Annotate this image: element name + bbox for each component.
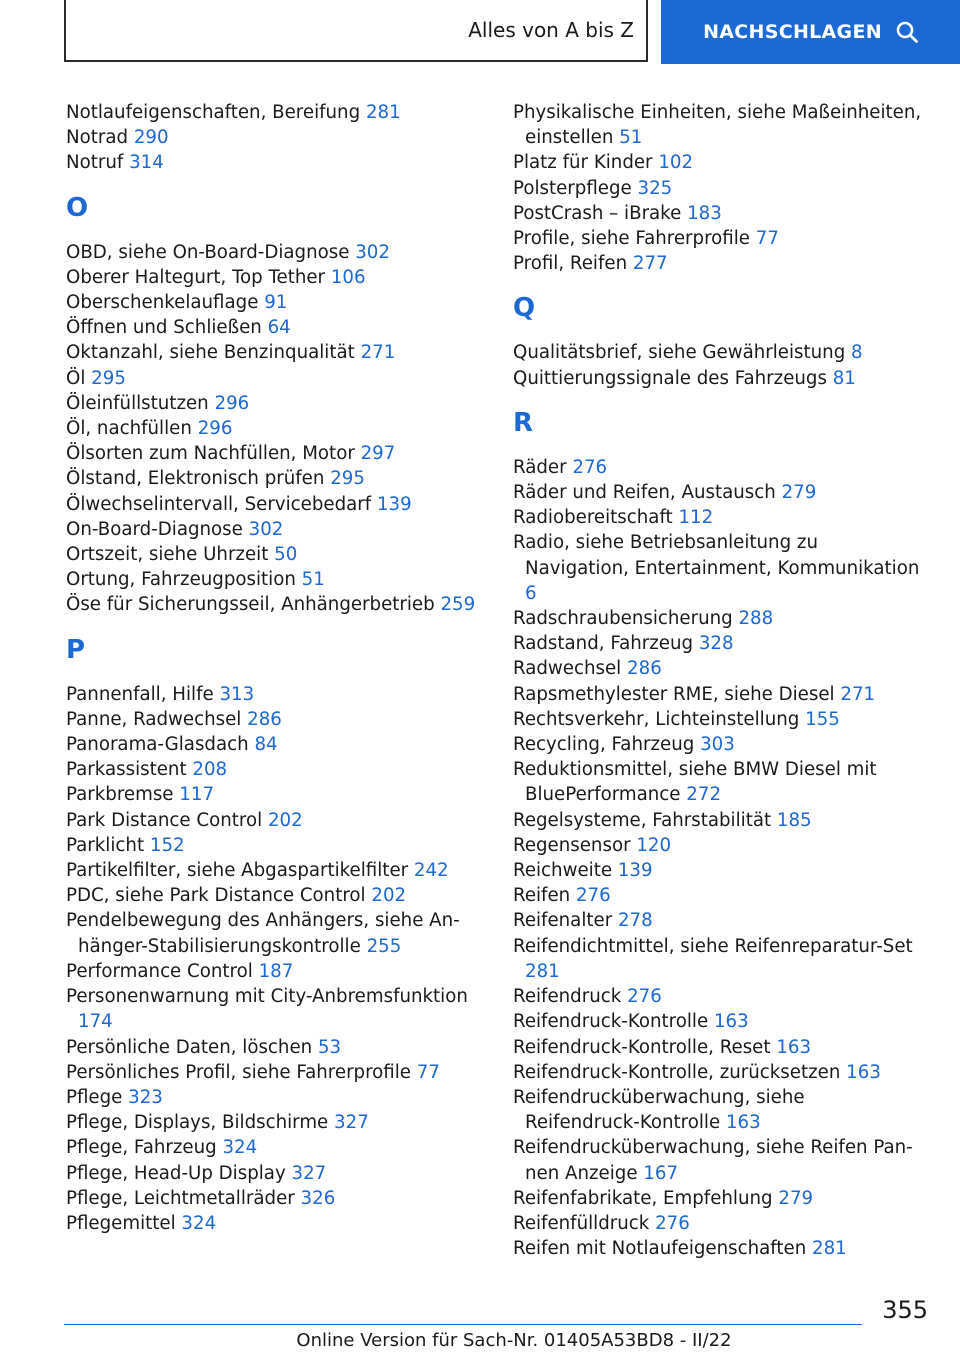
index-entry-term: Radio, siehe Betriebsanleitung zu Navigation, Entertainment, Kommunikation [513,532,920,579]
index-letter-heading: Q [513,293,536,324]
index-entry [66,340,486,365]
index-entry-page-link[interactable]: 51 [301,569,325,591]
index-letter-heading: R [513,407,534,438]
index-entry [66,808,486,833]
index-entry [66,782,486,807]
index-entry-term: Parkbremse [66,784,174,806]
index-entry [513,883,923,908]
index-entry-term: Rechtsverkehr, Lichteinstellung [513,708,800,730]
index-entry-page-link[interactable]: 185 [776,809,812,831]
index-entry-page-link[interactable]: 327 [291,1162,327,1184]
index-entry-page-link[interactable]: 77 [755,228,779,250]
index-entry [66,492,486,517]
index-entry [66,366,486,391]
index-entry-term: PDC, siehe Park Distance Control [66,885,366,907]
index-entry-page-link[interactable]: 324 [222,1137,258,1159]
index-entry-page-link[interactable]: 6 [525,582,537,604]
index-entry-term: Pflege, Leichtmetallräder [66,1187,295,1209]
index-entry-page-link[interactable]: 326 [300,1187,336,1209]
index-entry-term: Ölwechselintervall, Servicebedarf [66,493,372,515]
index-entry-page-link[interactable]: 50 [274,544,298,566]
index-entry-term: Regensensor [513,834,631,856]
index-entry-page-link[interactable]: 163 [776,1036,812,1058]
index-entry-term: Räder [513,456,567,478]
index-entry [66,240,486,265]
index-entry [66,1060,486,1085]
index-entry [66,441,486,466]
index-entry [513,656,923,681]
index-entry-term: Ölsorten zum Nachfüllen, Motor [66,443,355,465]
index-entry-page-link[interactable]: 296 [214,392,250,414]
index-entry [66,757,486,782]
index-entry-term: Reifendruck-Kontrolle, zurücksetzen [513,1061,841,1083]
nachschlagen-tab-label: NACHSCHLAGEN [703,21,882,43]
index-entry-page-link[interactable]: 281 [365,102,401,123]
index-entry-term: Radiobereitschaft [513,507,673,529]
index-entry-page-link[interactable]: 302 [248,518,284,540]
index-entry-term: Radstand, Fahrzeug [513,633,694,655]
index-entry [513,808,923,833]
index-entry [513,480,923,505]
index-entry-term: Persönliches Profil, siehe Fahrerprofile [66,1061,411,1083]
index-entry [66,416,486,441]
index-entry-term: Park Distance Control [66,809,263,831]
index-entry-term: Radwechsel [513,658,622,680]
index-entry-term: Qualitätsbrief, siehe Gewährleistung [513,342,846,364]
index-entry-term: Ölstand, Elektronisch prüfen [66,468,325,490]
index-entry-page-link[interactable]: 271 [360,342,396,364]
index-entry-term: Pflege, Head-Up Display [66,1162,286,1184]
index-entry [513,934,923,984]
index-entry-term: Panne, Radwechsel [66,708,242,730]
index-entry-page-link[interactable]: 313 [219,683,255,705]
index-entry-term: OBD, siehe On-Board-Diagnose [66,241,350,263]
index-entry-term: Ortszeit, siehe Uhrzeit [66,544,269,566]
index-entry-page-link[interactable]: 271 [840,683,876,705]
index-entry-term: Personenwarnung mit City-Anbremsfunktion [66,986,468,1008]
index-entry-page-link[interactable]: 77 [416,1061,440,1083]
index-entry-term: Reifendruck-Kontrolle, Reset [513,1036,771,1058]
index-entry-term: Reduktionsmittel, siehe BMW Diesel mit BluePerformance [513,759,877,806]
index-entry-term: Notlaufeigenschaften, Bereifung [66,102,361,123]
index-entry [66,883,486,908]
index-entry-page-link[interactable]: 276 [655,1212,690,1234]
index-entry [513,366,923,391]
index-entry-term: Parkassistent [66,759,187,781]
index-entry-page-link[interactable]: 64 [267,317,291,339]
index-entry-page-link[interactable]: 255 [366,935,402,957]
index-entry [66,150,486,175]
index-entry [66,682,486,707]
index-entry-term: Platz für Kinder [513,152,653,174]
index-entry-term: Oktanzahl, siehe Benzinqualität [66,342,355,364]
index-entry-term: Partikelfilter, siehe Abgaspartikelfilter [66,860,409,882]
index-entry-term: Pflege, Fahrzeug [66,1137,217,1159]
index-entry [66,833,486,858]
index-entry [513,858,923,883]
index-entry-term: Reifenfülldruck [513,1212,650,1234]
index-entry-term: Pendelbewegung des Anhängers, siehe Anhänger-Stabilisierungskontrolle [66,910,460,957]
index-entry [513,984,923,1009]
index-entry-page-link[interactable]: 152 [149,834,185,856]
index-entry [513,1236,923,1261]
index-entry [66,984,486,1034]
index-entry-page-link[interactable]: 314 [129,152,164,174]
index-entry [66,732,486,757]
index-entry [66,315,486,340]
index-entry-page-link[interactable]: 112 [678,507,714,529]
index-entry-page-link[interactable]: 139 [376,493,412,515]
index-entry-page-link[interactable]: 187 [258,960,294,982]
index-entry-page-link[interactable]: 272 [686,784,722,806]
index-entry [66,1211,486,1236]
index-entry-term: Oberer Haltegurt, Top Tether [66,266,326,288]
index-entry-term: Reifenalter [513,910,613,932]
index-entry-term: Physikalische Einheiten, siehe Maßeinheiten, einstellen [513,102,922,149]
index-entry-page-link[interactable]: 163 [725,1112,761,1134]
index-entry-term: Profile, siehe Fahrerprofile [513,228,750,250]
index-entry-page-link[interactable]: 202 [371,885,407,907]
index-entry-page-link[interactable]: 324 [181,1212,217,1234]
index-entry-term: Pflegemittel [66,1212,176,1234]
index-entry-page-link[interactable]: 259 [440,594,476,616]
index-entry-page-link[interactable]: 117 [179,784,215,806]
index-entry-page-link[interactable]: 8 [851,342,863,364]
index-entry-term: Quittierungssignale des Fahrzeugs [513,367,827,389]
search-icon [896,21,918,43]
index-entry-page-link[interactable]: 276 [627,986,662,1008]
index-entry-term: Oberschenkelauflage [66,292,259,314]
index-entry-term: Rapsmethylester RME, siehe Diesel [513,683,835,705]
index-column-right [513,100,923,1261]
index-entry-page-link[interactable]: 53 [317,1036,342,1058]
index-entry-term: Polsterpflege [513,177,632,199]
index-entry-page-link[interactable]: 286 [247,708,282,730]
index-entry-page-link[interactable]: 323 [128,1086,163,1108]
section-title-tab [64,0,648,62]
index-entry-term: Notrad [66,127,129,149]
index-entry-page-link[interactable]: 91 [264,292,288,314]
index-entry-term: Reifenfabrikate, Empfehlung [513,1187,773,1209]
index-entry-term: Profil, Reifen [513,253,628,275]
index-entry-term: Pflege, Displays, Bildschirme [66,1112,329,1134]
index-entry-page-link[interactable]: 290 [133,127,169,149]
index-entry [513,732,923,757]
index-entry-term: Räder und Reifen, Austausch [513,482,776,504]
index-entry-term: Recycling, Fahrzeug [513,734,695,756]
index-entry [66,1085,486,1110]
index-entry [66,858,486,883]
index-entry-page-link[interactable]: 303 [700,734,735,756]
index-entry-term: Öl, nachfüllen [66,418,192,440]
index-entry-page-link[interactable]: 279 [778,1187,814,1209]
index-entry [66,1035,486,1060]
index-entry-page-link[interactable]: 51 [619,127,643,149]
index-entry-term: Reifen mit Notlaufeigenschaften [513,1238,807,1260]
index-entry-page-link[interactable]: 286 [627,658,662,680]
index-entry [513,226,923,251]
index-letter-heading: P [66,634,86,665]
index-entry-term: Öffnen und Schließen [66,317,262,339]
index-entry [513,707,923,732]
index-column-left [66,100,486,1236]
index-letter-heading: O [66,192,89,223]
index-entry [513,1186,923,1211]
index-entry [66,908,486,958]
index-entry [66,1161,486,1186]
index-entry [66,542,486,567]
index-entry-term: Reifendruck [513,986,622,1008]
index-entry-page-link[interactable]: 120 [636,834,672,856]
index-entry [66,290,486,315]
index-entry [66,567,486,592]
index-entry-term: On-Board-Diagnose [66,518,243,540]
index-entry-page-link[interactable]: 242 [413,860,449,882]
index-entry-page-link[interactable]: 183 [687,202,722,224]
index-entry-term: Öl [66,367,86,389]
index-entry [513,1085,923,1135]
nachschlagen-tab[interactable] [661,0,960,64]
index-entry [513,505,923,530]
index-entry [513,682,923,707]
index-entry [66,592,486,617]
index-entry-term: Persönliche Daten, löschen [66,1036,313,1058]
index-entry [513,1211,923,1236]
index-entry [66,265,486,290]
index-entry-page-link[interactable]: 174 [78,1011,113,1033]
index-entry-page-link[interactable]: 81 [832,367,856,389]
index-entry-term: Reifendichtmittel, siehe Reifenreparatur-Set [513,935,913,957]
index-entry-term: Notruf [66,152,124,174]
index-entry-page-link[interactable]: 84 [254,734,278,756]
index-entry [513,606,923,631]
index-entry-page-link[interactable]: 325 [637,177,673,199]
index-entry-term: Panorama-Glasdach [66,734,249,756]
index-entry-term: Radschraubensicherung [513,608,733,630]
index-entry [513,631,923,656]
index-entry [66,1186,486,1211]
index-entry-term: Regelsysteme, Fahrstabilität [513,809,772,831]
index-entry [513,833,923,858]
index-entry [513,1035,923,1060]
index-entry [66,707,486,732]
index-entry [66,959,486,984]
index-entry-page-link[interactable]: 327 [334,1112,369,1134]
index-entry-page-link[interactable]: 202 [267,809,303,831]
index-entry [66,466,486,491]
index-entry-page-link[interactable]: 288 [738,608,774,630]
index-entry-term: Reifendruck-Kontrolle [513,1011,709,1033]
index-entry-term: PostCrash – iBrake [513,202,682,224]
index-entry-page-link[interactable]: 163 [846,1061,881,1083]
index-entry [66,1135,486,1160]
index-entry-page-link[interactable]: 276 [572,456,608,478]
index-entry [513,1009,923,1034]
index-entry-term: Öleinfüllstutzen [66,392,209,414]
index-entry-page-link[interactable]: 155 [805,708,840,730]
index-entry-term: Pannenfall, Hilfe [66,683,214,705]
index-entry [513,150,923,175]
index-entry [66,100,486,125]
index-entry-page-link[interactable]: 302 [355,241,390,263]
index-entry [513,455,923,480]
footer-edition: Online Version für Sach-Nr. 01405A53BD8 - II/22 [296,1330,732,1351]
index-entry [513,201,923,226]
index-entry-page-link[interactable]: 102 [658,152,694,174]
index-entry [513,908,923,933]
index-entry [513,100,923,150]
index-entry [66,125,486,150]
index-entry-page-link[interactable]: 163 [713,1011,749,1033]
index-entry [66,391,486,416]
index-entry-term: Reifendrucküberwachung, siehe Reifen Pannen Anzeige [513,1137,913,1184]
index-entry-page-link[interactable]: 278 [617,910,653,932]
index-entry-page-link[interactable]: 328 [698,633,734,655]
index-entry [513,251,923,276]
index-entry-term: Reifen [513,885,571,907]
index-entry [513,1135,923,1185]
index-entry [513,340,923,365]
index-entry-page-link[interactable]: 106 [330,266,366,288]
index-entry-page-link[interactable]: 279 [781,482,817,504]
index-entry-term: Performance Control [66,960,253,982]
index-entry [513,757,923,807]
index-entry-page-link[interactable]: 281 [812,1238,847,1260]
index-entry-page-link[interactable]: 139 [617,860,653,882]
index-entry-term: Öse für Sicherungsseil, Anhängerbetrieb [66,594,435,616]
index-entry-page-link[interactable]: 281 [525,960,560,982]
section-title: Alles von A bis Z [468,18,634,42]
index-entry-term: Reichweite [513,860,613,882]
index-entry [513,176,923,201]
index-entry-page-link[interactable]: 208 [192,759,228,781]
index-entry [66,1110,486,1135]
index-entry-term: Reifendrucküberwachung, siehe Reifendruck-Kontrolle [513,1086,805,1134]
index-entry-page-link[interactable]: 296 [197,418,233,440]
index-entry-page-link[interactable]: 167 [643,1162,679,1184]
index-entry-page-link[interactable]: 295 [91,367,126,389]
index-entry [513,530,923,606]
index-entry [66,517,486,542]
index-entry [513,1060,923,1085]
page-number: 355 [882,1296,928,1324]
index-entry-page-link[interactable]: 297 [360,443,396,465]
index-entry-term: Ortung, Fahrzeugposition [66,569,296,591]
index-entry-page-link[interactable]: 295 [330,468,365,490]
index-entry-term: Pflege [66,1086,123,1108]
footer-divider [64,1324,862,1325]
index-entry-page-link[interactable]: 277 [632,253,668,275]
index-entry-page-link[interactable]: 276 [575,885,611,907]
index-entry-term: Parklicht [66,834,145,856]
page-header [64,0,960,64]
